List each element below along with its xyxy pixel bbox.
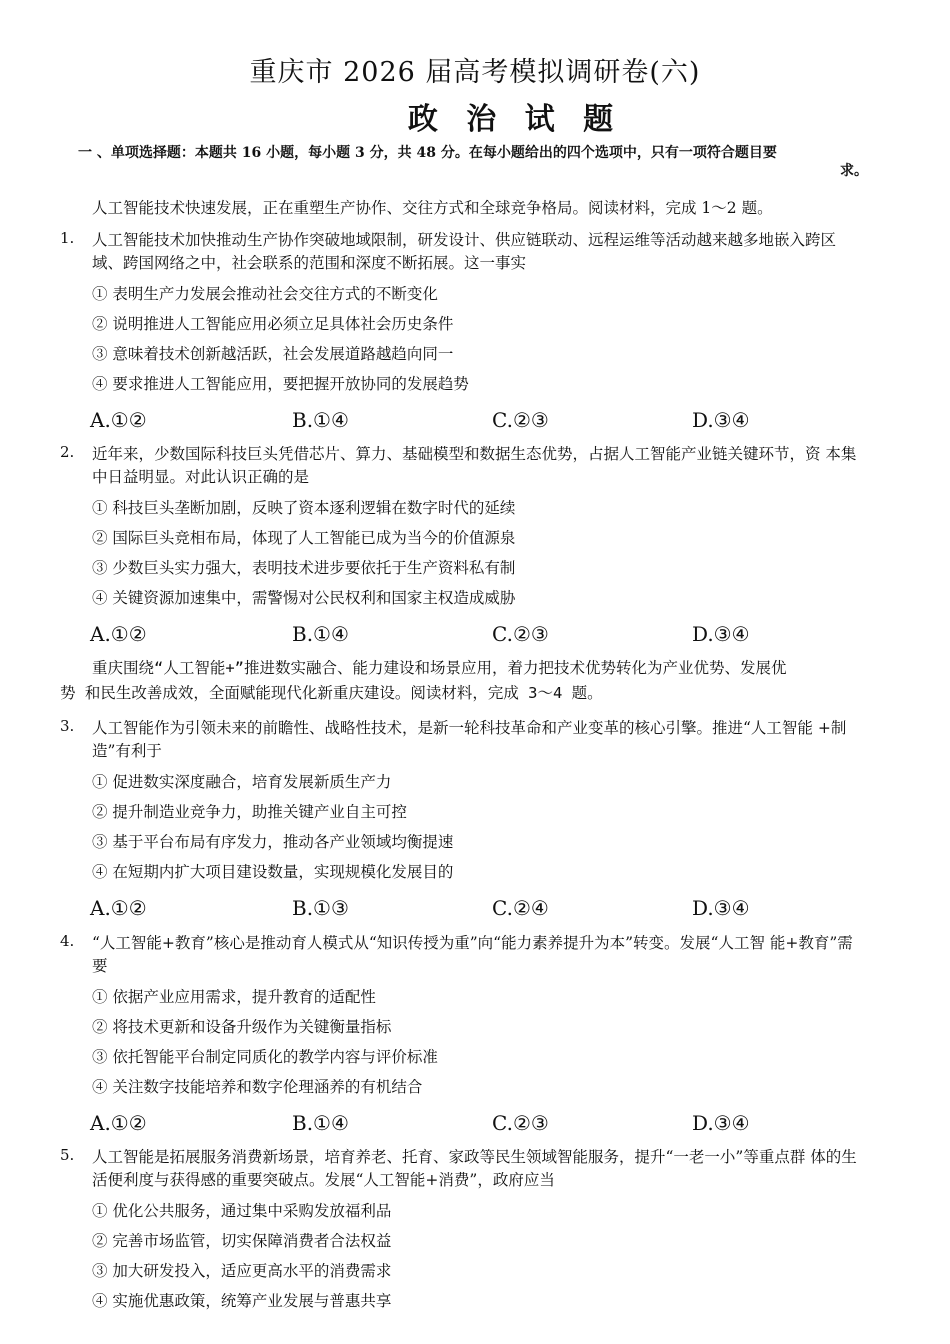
option-2: ② 完善市场监管，切实保障消费者合法权益 <box>92 1232 392 1250</box>
section-instruction <box>78 144 868 180</box>
answer-c: C.②③ <box>492 622 549 646</box>
material-intro-2-line-2: 势 和民生改善成效，全面赋能现代化新重庆建设。阅读材料，完成 3～4 题。 <box>60 684 603 702</box>
answer-choices <box>60 405 860 439</box>
option-1: ① 表明生产力发展会推动社会交往方式的不断变化 <box>92 285 438 303</box>
option-1: ① 科技巨头垄断加剧，反映了资本逐利逻辑在数字时代的延续 <box>92 499 516 517</box>
answer-choices <box>60 619 860 653</box>
option-3: ③ 少数巨头实力强大，表明技术进步要依托于生产资料私有制 <box>92 559 516 577</box>
option-3: ③ 意味着技术创新越活跃，社会发展道路越趋向同一 <box>92 345 454 363</box>
option-2: ② 说明推进人工智能应用必须立足具体社会历史条件 <box>92 315 454 333</box>
answer-c: C.②③ <box>492 408 549 432</box>
question-stem: 人工智能作为引领未来的前瞻性、战略性技术，是新一轮科技革命和产业变革的核心引擎。推进“人工智能 +制造”有利于 <box>92 719 847 760</box>
option-3: ③ 依托智能平台制定同质化的教学内容与评价标准 <box>92 1048 438 1066</box>
subject-title: 政 治 试 题 <box>407 102 623 137</box>
option-4: ④ 关注数字技能培养和数字伦理涵养的有机结合 <box>92 1078 423 1096</box>
option-1: ① 优化公共服务，通过集中采购发放福利品 <box>92 1202 392 1220</box>
option-2: ② 国际巨头竞相布局，体现了人工智能已成为当今的价值源泉 <box>92 529 516 547</box>
question-stem: 人工智能技术加快推动生产协作突破地域限制，研发设计、供应链联动、远程运维等活动越来越多地嵌入跨区域、跨国网络之中，社会联系的范围和深度不断拓展。这一事实 <box>92 231 837 272</box>
question-stem: 人工智能是拓展服务消费新场景，培育养老、托育、家政等民生领域智能服务，提升“一老一小”等重点群 体的生活便利度与获得感的重要突破点。发展“人工智能+消费”，政府应当 <box>92 1148 857 1189</box>
answer-a: A.①② <box>90 408 147 432</box>
option-4: ④ 要求推进人工智能应用，要把握开放协同的发展趋势 <box>92 375 469 393</box>
section-instruction-text: 一 、单项选择题：本题共 16 小题，每小题 3 分，共 48 分。在每小题给出的四个选项中，只有一项符合题目要 <box>78 145 777 161</box>
question-2 <box>60 443 860 653</box>
section-instruction-end: 求。 <box>840 163 868 179</box>
answer-b: B.①③ <box>292 896 349 920</box>
option-2: ② 将技术更新和设备升级作为关键衡量指标 <box>92 1018 392 1036</box>
material-intro-1: 人工智能技术快速发展，正在重塑生产协作、交往方式和全球竞争格局。阅读材料，完成 1～2 题。 <box>92 199 773 217</box>
material-intro-2-line-1: 重庆围绕“人工智能+”推进数实融合、能力建设和场景应用，着力把技术优势转化为产业优势、发展优 <box>92 659 787 677</box>
question-stem: “人工智能+教育”核心是推动育人模式从“知识传授为重”向“能力素养提升为本”转变。发展“人工智 能+教育”需要 <box>92 934 853 975</box>
option-3: ③ 加大研发投入，适应更高水平的消费需求 <box>92 1262 392 1280</box>
question-3 <box>60 717 860 927</box>
material-intro-2 <box>60 656 860 706</box>
answer-a: A.①② <box>90 622 147 646</box>
question-4 <box>60 932 860 1142</box>
answer-a: A.①② <box>90 896 147 920</box>
answer-choices <box>60 893 860 927</box>
answer-d: D.③④ <box>692 1111 750 1135</box>
exam-title: 重庆市 2026 届高考模拟调研卷(六) <box>249 57 701 88</box>
question-number: 1. <box>60 229 75 247</box>
question-number: 2. <box>60 443 75 461</box>
question-number: 3. <box>60 717 75 735</box>
answer-choices <box>60 1108 860 1142</box>
answer-d: D.③④ <box>692 896 750 920</box>
answer-d: D.③④ <box>692 408 750 432</box>
option-1: ① 依据产业应用需求，提升教育的适配性 <box>92 988 376 1006</box>
answer-c: C.②③ <box>492 1111 549 1135</box>
question-1 <box>60 229 860 439</box>
answer-b: B.①④ <box>292 622 349 646</box>
question-stem: 近年来，少数国际科技巨头凭借芯片、算力、基础模型和数据生态优势，占据人工智能产业链关键环节，资 本集中日益明显。对此认识正确的是 <box>92 445 857 486</box>
option-2: ② 提升制造业竞争力，助推关键产业自主可控 <box>92 803 407 821</box>
option-3: ③ 基于平台布局有序发力，推动各产业领域均衡提速 <box>92 833 454 851</box>
answer-b: B.①④ <box>292 408 349 432</box>
option-4: ④ 实施优惠政策，统筹产业发展与普惠共享 <box>92 1292 392 1310</box>
question-number: 4. <box>60 932 75 950</box>
answer-a: A.①② <box>90 1111 147 1135</box>
answer-c: C.②④ <box>492 896 549 920</box>
answer-d: D.③④ <box>692 622 750 646</box>
option-4: ④ 在短期内扩大项目建设数量，实现规模化发展目的 <box>92 863 454 881</box>
option-4: ④ 关键资源加速集中，需警惕对公民权利和国家主权造成威胁 <box>92 589 516 607</box>
question-number: 5. <box>60 1146 75 1164</box>
option-1: ① 促进数实深度融合，培育发展新质生产力 <box>92 773 392 791</box>
answer-b: B.①④ <box>292 1111 349 1135</box>
question-5 <box>60 1146 860 1316</box>
